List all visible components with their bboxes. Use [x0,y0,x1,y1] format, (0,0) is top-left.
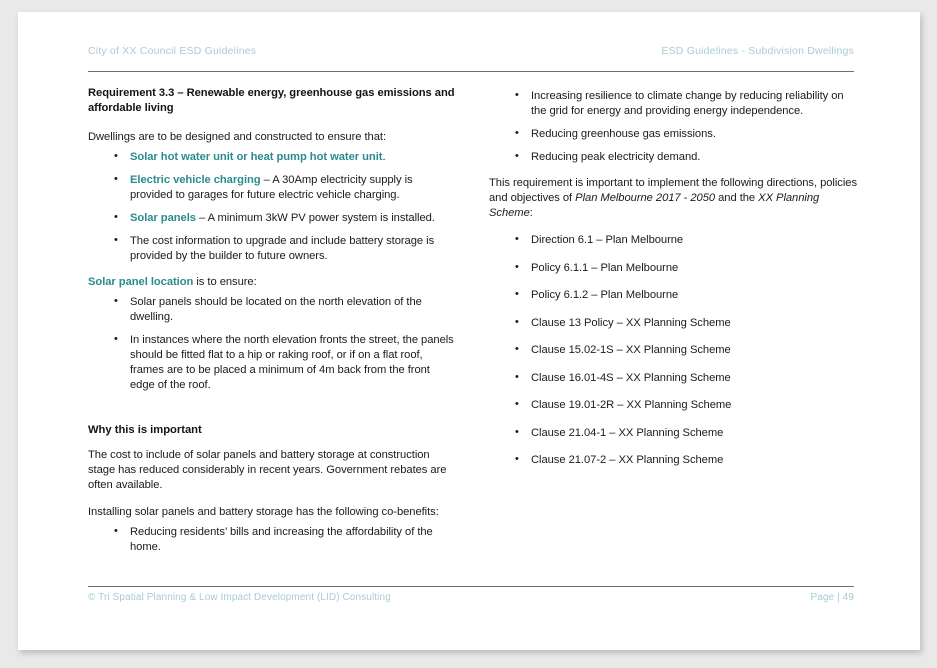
footer-divider [88,586,854,587]
item-rest: – A minimum 3kW PV power system is installed. [195,211,435,224]
list-item: • Clause 19.01-2R – XX Planning Scheme [489,398,858,413]
list-item [88,173,457,203]
why-important-heading: Why this is important [88,423,202,436]
item-lead: Solar hot water unit or heat pump hot water unit [130,150,383,163]
page-footer [88,592,854,603]
why-paragraph-2: Installing solar panels and battery storage has the following co-benefits: [88,505,439,518]
item-rest: – A 30Amp electricity supply is provided to garages for future electric vehicle charging. [130,173,413,201]
document-page [18,12,920,650]
list-item: • Reducing peak electricity demand. [489,150,858,165]
list-item: • Policy 6.1.2 – Plan Melbourne [489,288,858,303]
list-item: • Clause 21.07-2 – XX Planning Scheme [489,453,858,468]
solar-location-list [88,295,457,393]
solar-location-intro [88,275,457,290]
list-item: • Clause 15.02-1S – XX Planning Scheme [489,343,858,358]
list-item [88,150,457,165]
list-item: • Solar panels should be located on the north elevation of the dwelling. [88,295,457,325]
planning-scheme-title: XX Planning Scheme [489,192,820,219]
co-benefits-continued-list [489,89,858,165]
header-right-text: ESD Guidelines - Subdivision Dwellings [661,45,854,57]
plan-melbourne-title: Plan Melbourne 2017 - 2050 [575,192,716,204]
requirement-heading: Requirement 3.3 – Renewable energy, greenhouse gas emissions and affordable living [88,87,455,114]
directions-intro-c: : [529,207,533,219]
directions-intro-a: This requirement is important to implement the following directions, policies and objectives of [489,177,857,204]
item-lead: Solar panels [130,211,196,224]
co-benefits-list [88,525,457,555]
list-item: • Policy 6.1.1 – Plan Melbourne [489,261,858,276]
list-item: • Reducing residents’ bills and increasing the affordability of the home. [88,525,457,555]
list-item: • Clause 13 Policy – XX Planning Scheme [489,316,858,331]
policy-reference-list [489,233,858,468]
right-column [489,86,858,566]
list-item: • Increasing resilience to climate change by reducing reliability on the grid for energy and providing energy independence. [489,89,858,119]
list-item: • Reducing greenhouse gas emissions. [489,127,858,142]
solar-location-rest: is to ensure: [193,275,257,288]
directions-intro-b: and the [715,192,759,204]
requirement-list [88,150,457,264]
item-rest: . [382,150,386,163]
list-item [88,211,457,226]
list-item [88,234,457,264]
list-item: • In instances where the north elevation fronts the street, the panels should be fitted flat to a hip or raking roof, or if on a flat roof, frames are to be placed a minimum of 4m back from the front edge of the roof. [88,333,457,393]
list-item: • Clause 21.04-1 – XX Planning Scheme [489,426,858,441]
footer-page-number: Page | 49 [810,592,854,603]
item-lead: Electric vehicle charging [130,173,261,186]
left-column [88,86,457,566]
header-divider [88,71,854,72]
body-columns [88,86,858,566]
header-left-text: City of XX Council ESD Guidelines [88,45,257,57]
why-paragraph-1: The cost to include of solar panels and battery storage at construction stage has reduced considerably in recent years. Government rebates are often available. [88,448,447,491]
item-rest: The cost information to upgrade and include battery storage is provided by the builder to future owners. [130,234,435,262]
section-spacer [88,404,457,424]
list-item: • Clause 16.01-4S – XX Planning Scheme [489,371,858,386]
solar-location-lead: Solar panel location [88,275,194,288]
directions-intro [489,176,858,221]
requirement-intro: Dwellings are to be designed and constructed to ensure that: [88,130,387,143]
footer-copyright: © Tri Spatial Planning & Low Impact Development (LID) Consulting [88,592,391,603]
list-item: • Direction 6.1 – Plan Melbourne [489,233,858,248]
page-header [88,45,854,57]
